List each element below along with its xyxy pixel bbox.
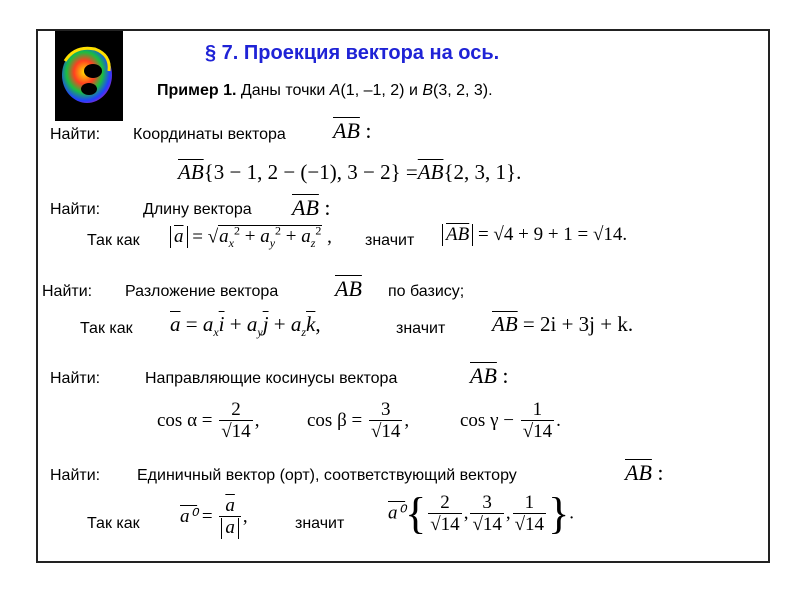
unit-den-3: √14 [514,513,545,535]
a0-symbol-result: a⁰ [388,502,406,524]
decomposition-result: $\overline{AB} = 2i + 3j + k$. [492,312,634,336]
cos-alpha-den: √14 [221,420,251,442]
section-4-text: Направляющие косинусы вектора [145,370,398,387]
section-3-text-after: по базису; [388,283,465,300]
point-a-coords: (1, –1, 2) [340,82,405,99]
since-label-3: Так как [80,320,133,337]
vector-ab-2: $\overline{AB}$ : [292,195,331,220]
section-5-text: Единичный вектор (орт), соответствующий вектору [137,467,517,484]
length-result: $\overline{AB} = √4 + 9 + 1 = √14$. [442,224,627,246]
length-result-value: = √4 + 9 + 1 = √14. [477,224,628,245]
unit-den-2: √14 [472,513,502,535]
point-a-name: A [329,82,341,99]
cos-beta-num: 3 [380,399,391,420]
unit-vector-formula: a⁰ = $\frac{\overline{a}}{a}$ , [180,495,248,538]
unit-num-3: 1 [524,491,535,513]
find-label-5: Найти: [50,467,101,484]
vector-ab: $\overline{AB}$ [417,160,444,184]
vector-ab-5: $\overline{AB}$ : [625,460,664,485]
coords-formula [178,160,521,185]
torus-surface-logo-icon [55,31,123,121]
cos-beta-den: √14 [370,420,401,442]
cos-gamma-den: √14 [522,420,553,442]
cos-gamma-label: cos γ − [460,409,514,431]
find-label-1: Найти: [50,126,101,143]
example-text: Даны точки [240,82,330,99]
unit-num-1: 2 [440,491,450,513]
means-label-5: значит [295,515,345,532]
means-label-3: значит [396,320,446,337]
section-1-text: Координаты вектора [133,126,286,143]
vector-ab: $\overline{AB}$ [178,160,204,184]
cos-alpha-label: cos α = [157,409,213,431]
cos-beta-label: cos β = [307,409,363,431]
decomposition-formula: $\overline{a} = a_x\overline{i} + a_y\overline{j} + a_z\overline{k}$, [170,312,321,340]
decomposition-result-value: = 2i + 3j + k. [522,312,634,336]
unit-num-2: 3 [482,491,492,513]
cos-alpha-num: 2 [231,399,241,420]
coords-rhs-1: {3 − 1, 2 − (−1), 3 − 2} = [203,160,418,184]
point-b-coords: (3, 2, 3). [433,82,493,99]
example-label: Пример 1. [157,82,237,99]
cos-gamma-num: 1 [532,399,543,420]
cos-beta-formula: cos β = $\frac{3}{√14}$ , [307,399,410,442]
cos-gamma-formula: cos γ − $\frac{1}{√14}$ . [460,399,561,442]
coords-rhs-2: {2, 3, 1}. [443,160,522,184]
vector-ab-1: $\overline{AB}$ : [333,118,372,143]
vector-ab-3: $\overline{AB}$ [335,276,362,301]
find-label-2: Найти: [50,201,101,218]
point-b-name: B [422,82,433,99]
unit-vector-result: a⁰{ $\frac{2}{√14}$ , $\frac{3}{√14}$ , $\frac{1}{√14}$ }. [388,489,574,538]
page-title: § 7. Проекция вектора на ось. [205,42,500,64]
unit-den-1: √14 [430,513,460,535]
vector-ab-4: $\overline{AB}$ : [470,363,509,388]
section-2-text: Длину вектора [143,201,252,218]
since-label-5: Так как [87,515,140,532]
length-formula: $\overline{a} = √a_x^2 + a_y^2 + a_z^2$ , [170,224,332,251]
and-word: и [404,82,423,99]
since-label-2: Так как [87,232,140,249]
a0-symbol: a⁰ [180,505,198,527]
find-label-4: Найти: [50,370,101,387]
section-3-text: Разложение вектора [125,283,279,300]
means-label-2: значит [365,232,415,249]
find-label-3: Найти: [42,283,93,300]
cos-alpha-formula: cos α = $\frac{2}{√14}$ , [157,399,260,442]
example-line [157,82,493,100]
